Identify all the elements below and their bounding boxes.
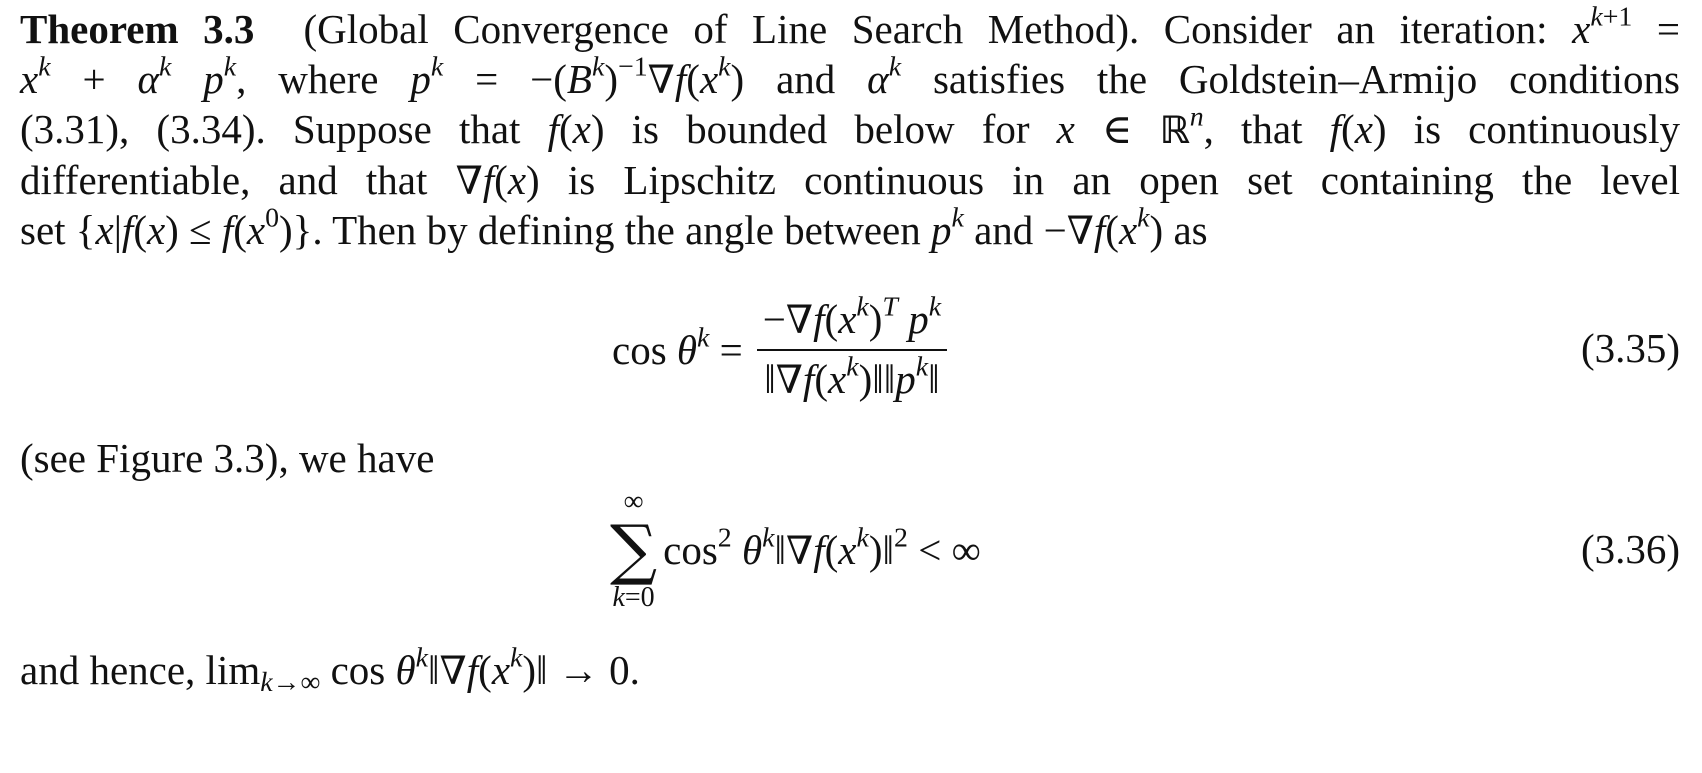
- sum-lower-limit: k=0: [612, 582, 655, 613]
- theorem-label: Theorem 3.3: [20, 6, 255, 52]
- fraction-numerator: $-\nabla f(x^k)^T$ $p^k$: [757, 295, 947, 351]
- text-continuously: is continuously: [1413, 106, 1680, 152]
- summation: [610, 487, 657, 613]
- text-as: as: [1173, 207, 1208, 253]
- see-figure-text: [20, 434, 434, 484]
- equation-3-36: [20, 480, 1680, 620]
- equation-3-36-body: [610, 480, 981, 620]
- sigma-symbol: ∑: [610, 511, 658, 588]
- sum-upper-limit: ∞: [623, 486, 644, 517]
- closing-text: [20, 642, 640, 698]
- math-cos-theta: $\cos \theta^k$ =: [612, 322, 743, 373]
- theorem-line-1: [20, 1, 1681, 55]
- equation-3-35: [20, 290, 1680, 410]
- text-refs: (3.31), (3.34). Suppose that: [20, 106, 521, 152]
- theorem-lead: Consider an iteration:: [1163, 6, 1548, 52]
- math-limit: $\lim_{k\to\infty} \cos$ $\theta^k‖\nabla f(x^k)‖$: [205, 642, 548, 698]
- theorem-page: [20, 0, 1680, 773]
- math-iter-lhs: $x^{k+1}$ =: [1572, 1, 1681, 52]
- theorem-name: (Global Convergence of Line Search Method).: [303, 6, 1140, 52]
- text-bounded: is bounded below for: [631, 106, 1030, 152]
- theorem-line-5: [20, 202, 1680, 257]
- math-fx-2: f(x): [1329, 106, 1387, 152]
- theorem-line-3: [20, 101, 1680, 156]
- equation-number: (3.36): [1580, 526, 1680, 572]
- equation-3-35-body: [612, 290, 947, 410]
- text-limit-tail: → 0.: [557, 647, 640, 693]
- math-neg-grad: $-\nabla f(x^k)$: [1043, 202, 1164, 254]
- text-comma-that: , that: [1203, 106, 1303, 152]
- theorem-paragraph: [20, 1, 1681, 257]
- fraction-denominator: $‖\nabla f(x^k)‖‖p^k‖$: [764, 351, 940, 403]
- theorem-line-2: [20, 51, 1680, 106]
- text-lipschitz: is Lipschitz continuous in an open set containing the level: [567, 156, 1681, 203]
- math-grad-fx: ∇f(x): [455, 156, 540, 204]
- text-satisfies: satisfies the Goldstein–Armijo conditions: [932, 55, 1680, 102]
- math-domain: x ∈ ℝ$^n$: [1056, 101, 1204, 152]
- text-and-hence: and hence,: [20, 647, 196, 693]
- text-then: . Then by defining the angle between: [312, 207, 921, 253]
- theorem-line-4: [20, 156, 1680, 207]
- math-alpha: $\alpha^k$: [867, 51, 902, 102]
- text-differentiable: differentiable, and that: [20, 156, 428, 203]
- text-set: set: [20, 207, 66, 253]
- text-see-figure: (see Figure 3.3), we have: [20, 435, 435, 481]
- text-where: , where: [236, 55, 379, 102]
- fraction: [757, 291, 947, 405]
- equation-number: (3.35): [1580, 325, 1680, 371]
- text-and: and: [776, 55, 836, 102]
- math-pk: $p^k$: [930, 202, 964, 253]
- math-level-set: $\{x|f(x) \le f(x^0)\}$: [75, 202, 313, 253]
- math-fx: f(x): [547, 106, 605, 152]
- math-pk-def: $p^k = -(B^k)^{-1}\nabla f(x^k)$: [410, 51, 745, 103]
- math-sum-body: $\cos^2$ $\theta^k‖\nabla f(x^k)‖^2$ < ∞: [663, 522, 981, 574]
- math-iter-rhs: $x^k + \alpha^k$ $p^k$: [20, 51, 237, 102]
- text-and-2: and: [974, 207, 1034, 253]
